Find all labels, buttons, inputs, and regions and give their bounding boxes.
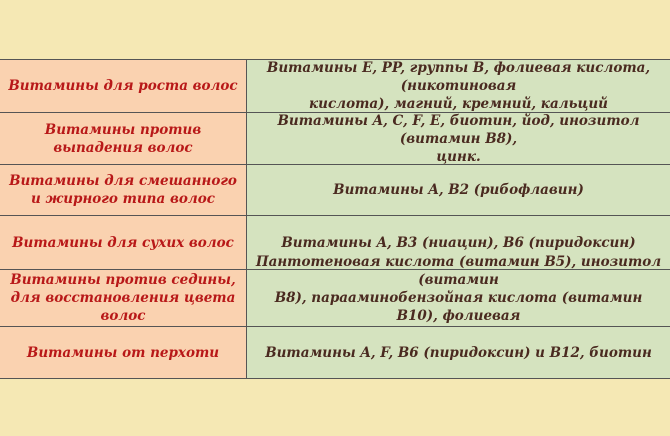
vitamins-cell: (витамин В8), парааминобензойная кислота (витамин В10), фолиевая — [247, 270, 670, 326]
vitamins-cell: Витамины A, C, F, E, биотин, йод, инозитол (витамин В8), цинк. — [247, 113, 670, 164]
category-cell: Витамины для смешанного и жирного типа волос — [0, 165, 247, 215]
category-cell: Витамины против седины, для восстановления цвета волос — [0, 270, 247, 326]
table-row — [0, 60, 670, 113]
category-cell: Витамины от перхоти — [0, 327, 247, 378]
table-row — [0, 165, 670, 216]
table-row — [0, 270, 670, 327]
vitamins-cell: Витамины A, B2 (рибофлавин) — [247, 165, 670, 215]
vitamins-cell: Витамины A, B3 (ниацин), B6 (пиридоксин) — [247, 216, 670, 269]
vitamins-cell: Витамины A, F, B6 (пиридоксин) и В12, биотин — [247, 327, 670, 378]
vitamins-cell: Витамины E, PP, группы B, фолиевая кислота, (никотиновая кислота), магний, кремний, кальций — [247, 60, 670, 112]
category-cell: Витамины против выпадения волос — [0, 113, 247, 164]
table-row — [0, 113, 670, 165]
category-cell: Витамины для сухих волос — [0, 216, 247, 269]
vitamins-table — [0, 59, 670, 379]
table-row — [0, 327, 670, 379]
category-cell: Витамины для роста волос — [0, 60, 247, 112]
